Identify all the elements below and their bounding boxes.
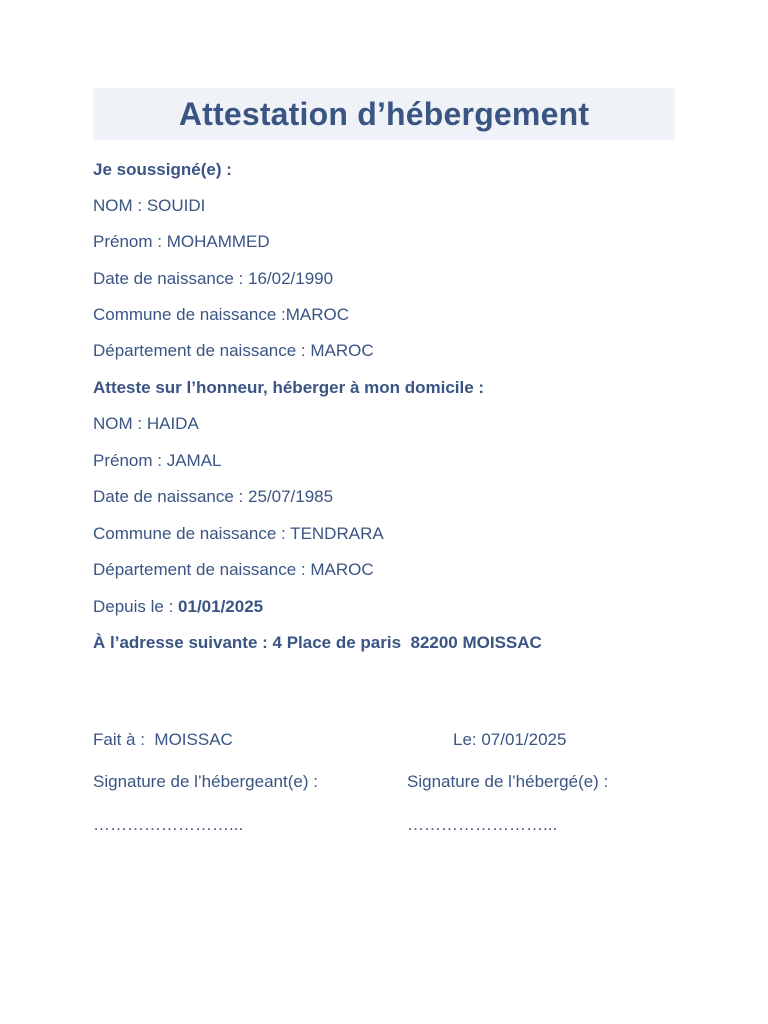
atteste-heading: Atteste sur l’honneur, héberger à mon domicile : <box>93 378 485 397</box>
host-nom: NOM : SOUIDI <box>93 196 206 215</box>
signature-heberge-dots: ……………………... <box>407 815 558 834</box>
guest-date-naissance: Date de naissance : 25/07/1985 <box>93 487 334 506</box>
depuis-label: Depuis le : <box>93 597 179 616</box>
host-prenom: Prénom : MOHAMMED <box>93 232 270 251</box>
signature-heberge-label: Signature de l’hébergé(e) : <box>407 772 609 791</box>
document-title: Attestation d’hébergement <box>178 95 590 132</box>
intro-heading: Je soussigné(e) : <box>93 160 232 179</box>
guest-departement: Département de naissance : MAROC <box>93 560 374 579</box>
depuis-date: 01/01/2025 <box>178 597 264 616</box>
signature-hebergeant-dots: ……………………... <box>93 815 244 834</box>
adresse-line: À l’adresse suivante : 4 Place de paris 82200 MOISSAC <box>93 633 542 652</box>
fait-a: Fait à : MOISSAC <box>93 730 233 749</box>
date-le: Le: 07/01/2025 <box>453 730 567 749</box>
host-date-naissance: Date de naissance : 16/02/1990 <box>93 269 334 288</box>
title-banner <box>93 88 675 140</box>
guest-prenom: Prénom : JAMAL <box>93 451 222 470</box>
host-commune: Commune de naissance :MAROC <box>93 305 350 324</box>
guest-commune: Commune de naissance : TENDRARA <box>93 524 384 543</box>
guest-nom: NOM : HAIDA <box>93 414 199 433</box>
host-departement: Département de naissance : MAROC <box>93 341 374 360</box>
depuis-line <box>93 597 263 617</box>
signature-hebergeant-label: Signature de l’hébergeant(e) : <box>93 772 318 791</box>
